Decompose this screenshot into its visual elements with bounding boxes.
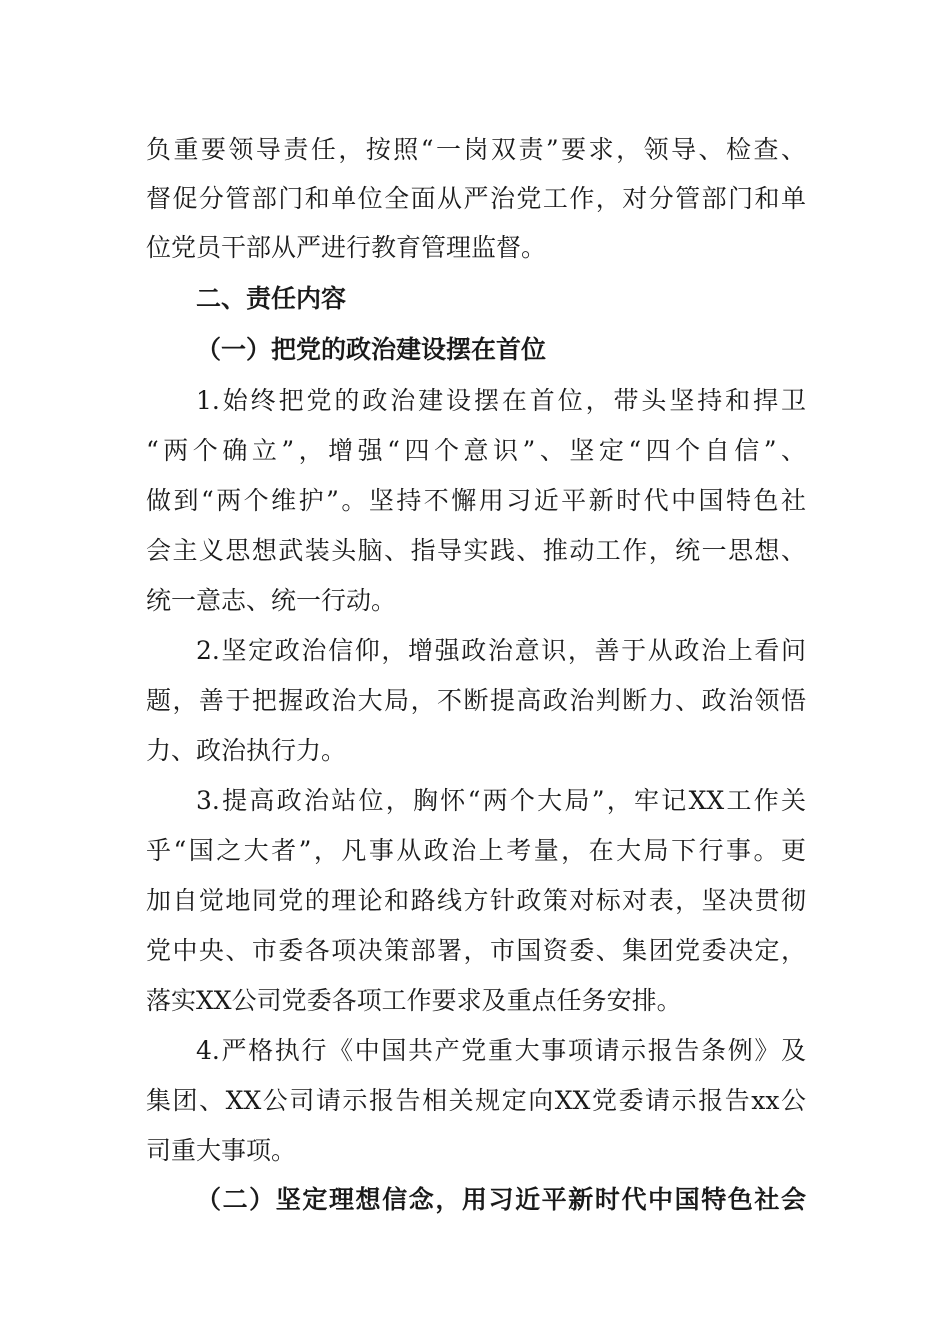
body-text-line: 集团、XX公司请示报告相关规定向XX党委请示报告xx公 xyxy=(146,1086,806,1115)
subsection-heading: （二）坚定理想信念，用习近平新时代中国特色社会 xyxy=(196,1185,806,1214)
body-text-line: 会主义思想武装头脑、指导实践、推动工作，统一思想、 xyxy=(146,536,806,565)
body-text-line: 负重要领导责任，按照“一岗双责”要求，领导、检查、 xyxy=(146,135,806,164)
body-text-line: 督促分管部门和单位全面从严治党工作，对分管部门和单 xyxy=(146,184,806,213)
body-text-line: 司重大事项。 xyxy=(146,1136,297,1165)
body-text-line: 题，善于把握政治大局，不断提高政治判断力、政治领悟 xyxy=(146,686,806,715)
body-text-line: 2.坚定政治信仰，增强政治意识，善于从政治上看问 xyxy=(196,636,806,665)
body-text-line: 统一意志、统一行动。 xyxy=(146,586,397,615)
body-text-line: “两个确立”，增强“四个意识”、坚定“四个自信”、 xyxy=(146,436,806,465)
body-text-line: 做到“两个维护”。坚持不懈用习近平新时代中国特色社 xyxy=(146,486,806,515)
body-text-line: 落实XX公司党委各项工作要求及重点任务安排。 xyxy=(146,986,682,1015)
body-text-line: 党中央、市委各项决策部署，市国资委、集团党委决定， xyxy=(146,936,806,965)
subsection-heading: （一）把党的政治建设摆在首位 xyxy=(196,335,547,364)
body-text-line: 乎“国之大者”，凡事从政治上考量，在大局下行事。更 xyxy=(146,836,806,865)
body-text-line: 1.始终把党的政治建设摆在首位，带头坚持和捍卫 xyxy=(196,386,806,415)
body-text-line: 力、政治执行力。 xyxy=(146,736,347,765)
body-text-line: 位党员干部从严进行教育管理监督。 xyxy=(146,233,547,262)
body-text-line: 4.严格执行《中国共产党重大事项请示报告条例》及 xyxy=(196,1036,806,1065)
section-heading: 二、责任内容 xyxy=(196,284,347,313)
body-text-line: 加自觉地同党的理论和路线方针政策对标对表，坚决贯彻 xyxy=(146,886,806,915)
body-text-line: 3.提高政治站位，胸怀“两个大局”，牢记XX工作关 xyxy=(196,786,806,815)
